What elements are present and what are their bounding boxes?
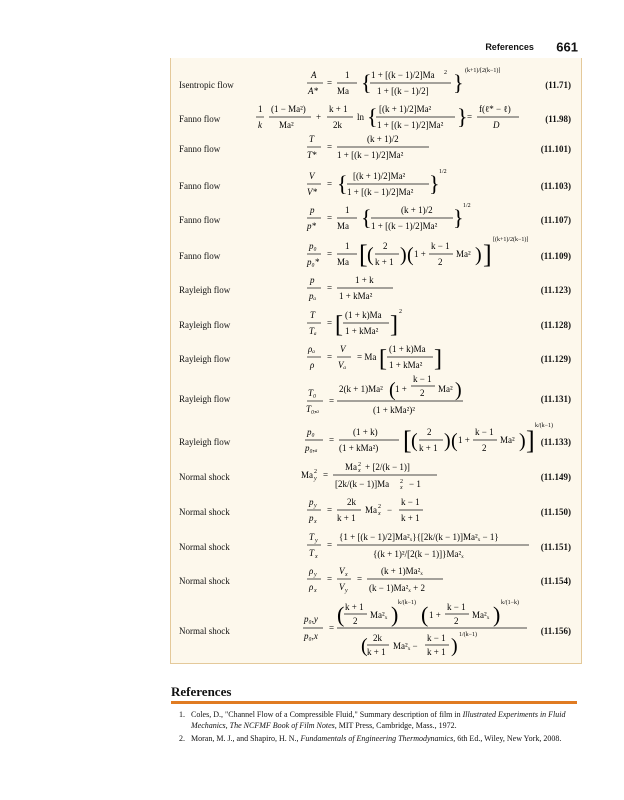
svg-text:k − 1: k − 1 — [447, 602, 466, 612]
svg-text:2: 2 — [444, 70, 447, 76]
equation-number: (11.103) — [540, 181, 571, 191]
svg-text:=: = — [327, 179, 333, 189]
svg-text:1 + kMa²: 1 + kMa² — [389, 360, 423, 370]
svg-text:2: 2 — [378, 504, 381, 510]
svg-text:]: ] — [526, 426, 535, 455]
svg-text:x: x — [315, 554, 318, 560]
svg-text:): ) — [455, 379, 462, 401]
svg-text:T: T — [309, 548, 315, 558]
svg-text:[: [ — [403, 426, 412, 455]
svg-text:=: = — [327, 505, 333, 515]
svg-text:2k: 2k — [333, 120, 342, 130]
svg-text:(k − 1)Ma²ₓ + 2: (k − 1)Ma²ₓ + 2 — [369, 583, 425, 593]
equation-table — [170, 58, 582, 664]
svg-text:V*: V* — [307, 187, 317, 197]
svg-text:= Ma: = Ma — [357, 352, 377, 362]
svg-text:=: = — [329, 396, 335, 406]
reference-number: 2. — [179, 734, 185, 743]
equation — [257, 493, 497, 533]
svg-text:=: = — [327, 352, 333, 362]
svg-text:(k + 1)Ma²ₓ: (k + 1)Ma²ₓ — [381, 566, 423, 576]
svg-text:2: 2 — [438, 257, 443, 267]
equation-number: (11.129) — [540, 354, 571, 364]
svg-text:x: x — [358, 468, 361, 474]
svg-text:Vₐ: Vₐ — [338, 360, 347, 370]
svg-text:(1 + k)Ma: (1 + k)Ma — [345, 310, 382, 320]
svg-text:p: p — [310, 275, 315, 285]
svg-text:k + 1: k + 1 — [345, 602, 364, 612]
svg-text:A*: A* — [308, 86, 318, 96]
svg-text:(: ( — [361, 635, 368, 657]
svg-text:): ) — [451, 635, 458, 657]
svg-text:1: 1 — [258, 104, 263, 114]
svg-text:{1 + [(k − 1)/2]Ma²ₓ}{[2k/(k −: {1 + [(k − 1)/2]Ma²ₓ}{[2k/(k − 1)]Ma²ₓ − 1} — [339, 532, 499, 542]
flow-type-label: Fanno flow — [179, 114, 221, 124]
svg-text:=: = — [327, 249, 333, 259]
svg-text:=: = — [467, 112, 473, 122]
equation-number: (11.123) — [540, 285, 571, 295]
equation-number: (11.151) — [540, 542, 571, 552]
svg-text:p₀,y: p₀,y — [304, 614, 318, 624]
svg-text:]: ] — [483, 240, 492, 269]
svg-text:1 + kMa²: 1 + kMa² — [339, 291, 373, 301]
svg-text:T*: T* — [307, 150, 317, 160]
references-heading: References — [171, 684, 232, 699]
svg-text:(1 − Ma²): (1 − Ma²) — [271, 104, 306, 114]
svg-text:(1 + kMa²): (1 + kMa²) — [339, 443, 379, 453]
svg-text:1/(k−1): 1/(k−1) — [459, 632, 478, 638]
reference-item — [171, 709, 577, 731]
heading-rule — [171, 701, 577, 704]
svg-text:p: p — [310, 205, 315, 215]
svg-text:p*: p* — [307, 221, 316, 231]
svg-text:1: 1 — [345, 70, 350, 80]
svg-text:): ) — [444, 430, 451, 452]
svg-text:k + 1: k + 1 — [375, 257, 394, 267]
svg-text:1 + [(k − 1)/2]: 1 + [(k − 1)/2] — [377, 86, 429, 96]
svg-text:+: + — [316, 112, 322, 122]
flow-type-label: Fanno flow — [179, 181, 221, 191]
svg-text:1 +: 1 + — [395, 384, 407, 394]
svg-text:V: V — [339, 582, 345, 592]
svg-text:Ma: Ma — [337, 86, 349, 96]
flow-type-label: Fanno flow — [179, 144, 221, 154]
svg-text:(: ( — [421, 602, 429, 627]
svg-text:k + 1: k + 1 — [427, 647, 446, 657]
references-list — [171, 709, 577, 746]
svg-text:x: x — [314, 588, 317, 594]
svg-text:=: = — [327, 574, 333, 584]
svg-text:Ma²: Ma² — [438, 384, 453, 394]
svg-text:1: 1 — [345, 241, 350, 251]
svg-text:ρ: ρ — [310, 360, 315, 370]
svg-text:1 +: 1 + — [429, 610, 441, 620]
svg-text:(1 + kMa²)²: (1 + kMa²)² — [373, 405, 415, 415]
equation — [257, 458, 497, 498]
svg-text:[(k + 1)/2]Ma²: [(k + 1)/2]Ma² — [353, 171, 406, 181]
svg-text:− 1: − 1 — [409, 479, 421, 489]
svg-text:2: 2 — [358, 462, 361, 468]
equation-number: (11.107) — [540, 215, 571, 225]
svg-text:): ) — [493, 602, 501, 627]
svg-text:=: = — [327, 142, 333, 152]
svg-text:Ma: Ma — [345, 462, 357, 472]
svg-text:Ma: Ma — [301, 470, 313, 480]
svg-text:p₀: p₀ — [309, 241, 317, 251]
reference-item — [171, 733, 577, 744]
svg-text:k − 1: k − 1 — [427, 633, 446, 643]
svg-text:2: 2 — [399, 309, 402, 315]
svg-text:y: y — [314, 503, 317, 509]
svg-text:=: = — [327, 213, 333, 223]
svg-text:1/2: 1/2 — [463, 203, 471, 209]
reference-text: MIT Press, Cambridge, Mass., 1972. — [336, 721, 457, 730]
svg-text:−: − — [387, 505, 393, 515]
equation — [257, 598, 557, 660]
svg-text:T₀: T₀ — [308, 388, 317, 398]
svg-text:1 +: 1 + — [458, 435, 470, 445]
svg-text:k/(k−1): k/(k−1) — [398, 600, 417, 606]
equation-number: (11.156) — [540, 626, 571, 636]
flow-type-label: Normal shock — [179, 576, 230, 586]
svg-text:V: V — [340, 344, 346, 354]
reference-number: 1. — [179, 710, 185, 719]
svg-text:+ [2/(k − 1)]: + [2/(k − 1)] — [365, 462, 410, 472]
reference-title: Illustrated Experiments in Fluid Mechanics, The NCFMF Book of Film Notes, — [191, 710, 566, 730]
svg-text:(k + 1)/2: (k + 1)/2 — [367, 134, 399, 144]
equation-number: (11.98) — [545, 114, 571, 124]
svg-text:pₐ: pₐ — [309, 291, 317, 301]
equation-number: (11.131) — [540, 394, 571, 404]
svg-text:{(k + 1)²/[2(k − 1)]}Ma²ₓ: {(k + 1)²/[2(k − 1)]}Ma²ₓ — [373, 549, 464, 559]
reference-text: 6th Ed., Wiley, New York, 2008. — [455, 734, 562, 743]
equation-number: (11.133) — [540, 437, 571, 447]
svg-text:(k+1)/[2(k−1)]: (k+1)/[2(k−1)] — [465, 68, 501, 74]
reference-title: Fundamentals of Engineering Thermodynamics, — [300, 734, 456, 743]
svg-text:x: x — [400, 485, 403, 491]
flow-type-label: Rayleigh flow — [179, 320, 231, 330]
equation — [257, 368, 497, 420]
flow-type-label: Rayleigh flow — [179, 394, 231, 404]
svg-text:): ) — [519, 430, 526, 452]
svg-text:[: [ — [379, 346, 387, 372]
svg-text:Ma²: Ma² — [456, 249, 471, 259]
svg-text:p: p — [309, 513, 314, 523]
equation-number: (11.71) — [545, 80, 571, 90]
svg-text:y: y — [345, 588, 348, 594]
flow-type-label: Normal shock — [179, 507, 230, 517]
svg-text:2: 2 — [482, 443, 487, 453]
svg-text:k + 1: k + 1 — [329, 104, 348, 114]
running-header — [485, 38, 578, 56]
svg-text:T: T — [309, 134, 315, 144]
svg-text:p₀: p₀ — [307, 427, 315, 437]
svg-text:2: 2 — [420, 388, 425, 398]
svg-text:(1 + k)Ma: (1 + k)Ma — [389, 344, 426, 354]
svg-text:Tₐ: Tₐ — [309, 326, 317, 336]
svg-text:=: = — [327, 78, 333, 88]
svg-text:(: ( — [451, 430, 458, 452]
svg-text:k − 1: k − 1 — [401, 497, 420, 507]
svg-text:): ) — [475, 244, 482, 266]
svg-text:]: ] — [390, 312, 398, 338]
svg-text:{: { — [361, 205, 372, 230]
equation — [257, 562, 497, 602]
svg-text:2: 2 — [383, 241, 388, 251]
svg-text:1 + [(k − 1)/2]Ma²: 1 + [(k − 1)/2]Ma² — [337, 150, 404, 160]
flow-type-label: Rayleigh flow — [179, 354, 231, 364]
equation-number: (11.101) — [540, 144, 571, 154]
svg-text:}: } — [457, 104, 468, 129]
svg-text:V: V — [309, 171, 315, 181]
svg-text:Ma²: Ma² — [279, 120, 294, 130]
equation-number: (11.150) — [540, 507, 571, 517]
reference-text: Coles, D., "Channel Flow of a Compressible Fluid," Summary description of film in — [191, 710, 463, 719]
svg-text:2(k + 1)Ma²: 2(k + 1)Ma² — [339, 384, 383, 394]
svg-text:[: [ — [335, 312, 343, 338]
svg-text:2k: 2k — [373, 633, 382, 643]
svg-text:p: p — [309, 497, 314, 507]
equation-number: (11.149) — [540, 472, 571, 482]
svg-text:[2k/(k − 1)]Ma: [2k/(k − 1)]Ma — [335, 479, 390, 489]
svg-text:1 + [(k − 1)/2]Ma²: 1 + [(k − 1)/2]Ma² — [347, 187, 414, 197]
svg-text:k − 1: k − 1 — [413, 374, 432, 384]
svg-text:(1 + k): (1 + k) — [353, 427, 378, 437]
svg-text:k + 1: k + 1 — [401, 513, 420, 523]
svg-text:=: = — [327, 540, 333, 550]
svg-text:Ma: Ma — [337, 221, 349, 231]
flow-type-label: Isentropic flow — [179, 80, 234, 90]
equation-number: (11.154) — [540, 576, 571, 586]
svg-text:y: y — [314, 572, 317, 578]
equation-number: (11.109) — [540, 251, 571, 261]
page-number: 661 — [556, 39, 578, 55]
svg-text:k/(k−1): k/(k−1) — [535, 423, 554, 429]
svg-text:}: } — [453, 70, 464, 95]
flow-type-label: Normal shock — [179, 472, 230, 482]
svg-text:ln: ln — [357, 112, 365, 122]
equation — [257, 417, 557, 463]
svg-text:1 +: 1 + — [414, 249, 426, 259]
reference-text: Moran, M. J., and Shapiro, H. N., — [191, 734, 301, 743]
svg-text:x: x — [378, 511, 381, 517]
svg-text:ρ: ρ — [309, 566, 314, 576]
svg-text:Ma²ₓ −: Ma²ₓ − — [393, 641, 418, 651]
svg-text:x: x — [314, 519, 317, 525]
svg-text:}: } — [453, 205, 464, 230]
svg-text:=: = — [323, 470, 329, 480]
svg-text:Ma²: Ma² — [500, 435, 515, 445]
flow-type-label: Rayleigh flow — [179, 437, 231, 447]
svg-text:k + 1: k + 1 — [337, 513, 356, 523]
svg-text:1 + k: 1 + k — [355, 275, 374, 285]
svg-text:(k + 1)/2: (k + 1)/2 — [401, 205, 433, 215]
svg-text:T₀,ₐ: T₀,ₐ — [306, 404, 320, 414]
svg-text:T: T — [309, 532, 315, 542]
flow-type-label: Fanno flow — [179, 251, 221, 261]
svg-text:k/(1−k): k/(1−k) — [501, 600, 520, 606]
svg-text:=: = — [327, 318, 333, 328]
svg-text:1/2: 1/2 — [439, 169, 447, 175]
svg-text:Ma²ₓ: Ma²ₓ — [370, 610, 388, 620]
svg-text:y: y — [315, 538, 318, 544]
svg-text:(: ( — [407, 244, 414, 266]
svg-text:{: { — [361, 70, 372, 95]
svg-text:2: 2 — [314, 469, 317, 475]
svg-text:1: 1 — [345, 205, 350, 215]
svg-text:2k: 2k — [347, 497, 356, 507]
flow-type-label: Fanno flow — [179, 215, 221, 225]
flow-type-label: Rayleigh flow — [179, 285, 231, 295]
svg-text:V: V — [339, 566, 345, 576]
svg-text:{: { — [337, 171, 348, 196]
svg-text:k + 1: k + 1 — [419, 443, 438, 453]
svg-text:p₀,x: p₀,x — [304, 631, 318, 641]
running-header-section: References — [485, 41, 534, 52]
svg-text:[(k+1)/2(k−1)]: [(k+1)/2(k−1)] — [493, 237, 529, 243]
svg-text:2: 2 — [400, 479, 403, 485]
svg-text:}: } — [429, 171, 440, 196]
svg-text:1 + [(k − 1)/2]Ma²: 1 + [(k − 1)/2]Ma² — [377, 120, 444, 130]
svg-text:y: y — [314, 476, 317, 482]
svg-text:ρₐ: ρₐ — [308, 344, 315, 354]
equation-number: (11.128) — [540, 320, 571, 330]
svg-text:(: ( — [389, 379, 396, 401]
svg-text:1 + [(k − 1)/2]Ma: 1 + [(k − 1)/2]Ma — [371, 70, 435, 80]
svg-text:T: T — [310, 310, 316, 320]
svg-text:): ) — [391, 602, 399, 627]
svg-text:1 + [(k − 1)/2]Ma²: 1 + [(k − 1)/2]Ma² — [371, 221, 438, 231]
svg-text:=: = — [357, 574, 363, 584]
svg-text:Ma²ₓ: Ma²ₓ — [472, 610, 490, 620]
svg-text:(: ( — [367, 244, 374, 266]
svg-text:D: D — [493, 120, 500, 130]
svg-text:=: = — [329, 435, 335, 445]
svg-text:Ma: Ma — [337, 257, 349, 267]
svg-text:=: = — [329, 623, 335, 633]
svg-text:k − 1: k − 1 — [475, 427, 494, 437]
svg-text:k − 1: k − 1 — [431, 241, 450, 251]
svg-text:=: = — [327, 283, 333, 293]
svg-text:[: [ — [359, 240, 368, 269]
svg-text:]: ] — [434, 346, 442, 372]
svg-text:p₀*: p₀* — [307, 257, 320, 267]
svg-text:p₀,ₐ: p₀,ₐ — [305, 443, 318, 453]
svg-text:(: ( — [337, 602, 345, 627]
svg-text:A: A — [311, 70, 317, 80]
svg-text:2: 2 — [427, 427, 432, 437]
svg-text:(: ( — [411, 430, 418, 452]
svg-text:ρ: ρ — [309, 582, 314, 592]
svg-text:): ) — [400, 244, 407, 266]
svg-text:1 + kMa²: 1 + kMa² — [345, 326, 379, 336]
flow-type-label: Normal shock — [179, 542, 230, 552]
svg-text:k + 1: k + 1 — [367, 647, 386, 657]
flow-type-label: Normal shock — [179, 626, 230, 636]
svg-text:x: x — [345, 572, 348, 578]
svg-text:{: { — [367, 104, 378, 129]
svg-text:2: 2 — [454, 616, 459, 626]
svg-text:k: k — [258, 120, 262, 130]
svg-text:2: 2 — [353, 616, 358, 626]
svg-text:f(ℓ* − ℓ): f(ℓ* − ℓ) — [479, 104, 511, 114]
svg-text:Ma: Ma — [365, 505, 377, 515]
svg-text:[(k + 1)/2]Ma²: [(k + 1)/2]Ma² — [379, 104, 432, 114]
